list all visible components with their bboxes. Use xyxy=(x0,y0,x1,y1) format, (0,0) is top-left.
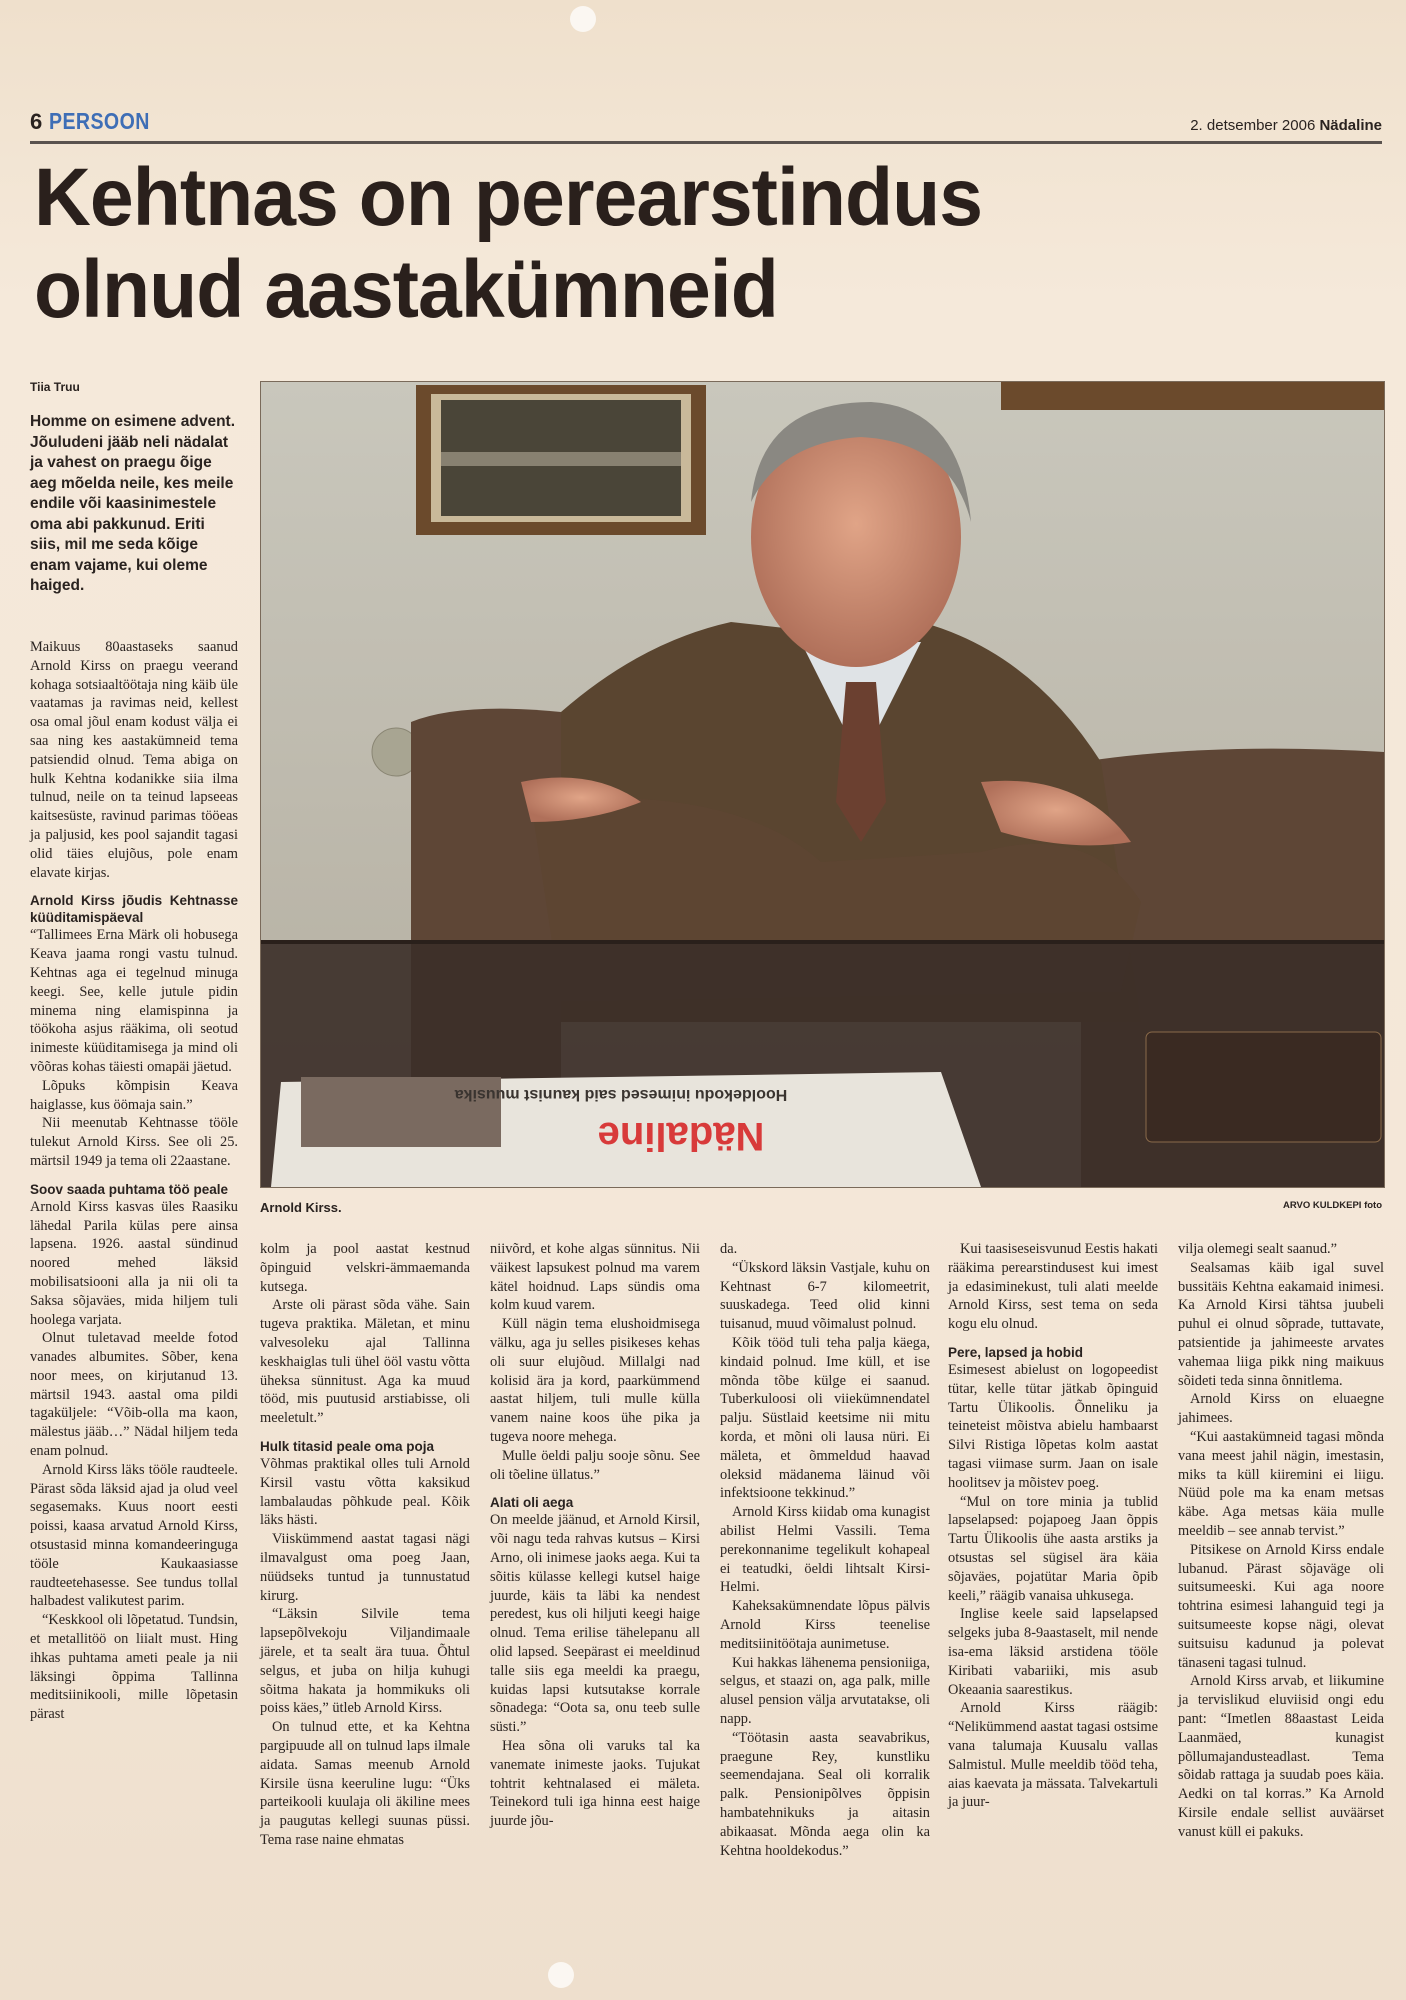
paragraph: Esimesest abielust on logopeedist tütar, kelle tütar jätkab õpinguid Tartu Ülikoolis. Õnneliku ja teineteist mõistva abielu hambaarst Silvi Ristiga lõpetas kolm aastat tagasi viimase surm. Jaan on isale hoolitsev ja mõistev poeg. xyxy=(948,1361,1158,1491)
paragraph: Arnold Kirss läks tööle raudteele. Pärast sõda läksid ajad ja olud veel segasemaks. Kuus noort eesti poissi, kaasa arvatud Arnold Kirss, otsustasid minna komandeeringuga tööle Kaukaasiasse raudteetehasesse. See tundus tollal halbadest valikutest parim. xyxy=(30,1461,238,1610)
paragraph: Kaheksakümnendate lõpus pälvis Arnold Kirss teenelise meditsiinitöötaja aunimetuse. xyxy=(720,1598,930,1652)
paragraph: niivõrd, et kohe algas sünnitus. Nii väikest lapsukest polnud ma varem kätel hoidnud. Laps sündis oma kolm kuud varem. xyxy=(490,1241,700,1314)
paragraph: Arnold Kirss kasvas üles Raasiku lähedal Parila külas pere ainsa lapsena. 1926. aastal sündinud noored mehed läksid mobilisatsiooni alla ja nii oli ta Saksa sõjaväes, mida hiljem tuli hoolega varjata. xyxy=(30,1198,238,1328)
newspaper-masthead: Nädaline xyxy=(597,1114,765,1158)
article-column-5 xyxy=(948,1240,1158,1812)
headline-line-2: olnud aastakümneid xyxy=(34,244,778,335)
article-author: Tiia Truu xyxy=(30,380,80,394)
paragraph: Kui taasiseseisvunud Eestis hakati rääkima perearstindusest kui imest ja edasiminekust, tuli alati meelde Arnold Kirss, sest tema on seda kogu elu olnud. xyxy=(948,1241,1158,1333)
binder-hole-top xyxy=(570,6,596,32)
paragraph: On meelde jäänud, et Arnold Kirsil, või nagu teda rahvas kutsus – Kirsi Arno, oli inimese jaoks aega. Kui ta sõitis külasse kellegi kutsel haige juurde, käis ta läbi ka nendest peredest, kus oli hiljuti keegi haige olnud. Tema erilise tähelepanu all olid lapsed. Seepärast ei meeldinud talle siis ega meeldi ka praegu, kuidas lapsi kutsutakse korrale sõnadega: “Oota sa, onu teeb sulle süsti.” xyxy=(490,1512,700,1736)
publication-name: Nädaline xyxy=(1319,117,1382,134)
page-header-right xyxy=(1190,117,1382,134)
newspaper-on-table xyxy=(271,1072,981,1187)
paragraph: “Läksin Silvile tema lapsepõlvekoju Viljandimaale järele, et ta sealt ära tuua. Õhtul selgus, et juba on hilja kuhugi sõitma hakata ja hommikuks oli poiss käes,” ütleb Arnold Kirss. xyxy=(260,1606,470,1717)
paragraph: Sealsamas käib igal suvel bussitäis Kehtna eakamaid inimesi. Ka Arnold Kirsi tähtsa juubeli puhul ei olnud sõprade, tuttavate, patsientide ja jahimeeste arvates vahemaa liiga pikk ning maikuus sõideti teda sinna õnnitlema. xyxy=(1178,1259,1384,1389)
second-frame xyxy=(1001,382,1384,410)
subheading: Hulk titasid peale oma poja xyxy=(260,1438,435,1454)
paragraph: “Mul on tore minia ja tublid lapselapsed: pojapoeg Jaan õppis Tartu Ülikoolis ühe aasta arstiks ja otsustas sel sügisel ära käia sõjaväes, pojatütar Maria õpib keeli,” räägib vanaisa uhkusega. xyxy=(948,1493,1158,1604)
paragraph: Võhmas praktikal olles tuli Arnold Kirsil vastu võtta kaksikud lambalaudas põhkude peal. Kõik läks hästi. xyxy=(260,1455,470,1529)
header-rule xyxy=(30,141,1382,144)
article-column-3 xyxy=(490,1240,700,1831)
paragraph: Pitsikese on Arnold Kirss endale lubanud. Pärast sõjaväge oli suitsumeeski. Kui aga noore tohtrina esimesi lahanguid tegi ja suitsumeeste kopse nägi, olevat suitsuisu kadunud ja polevat tänaseni tagasi tulnud. xyxy=(1178,1541,1384,1671)
paragraph: Olnut tuletavad meelde fotod vanades albumites. Sõber, kena noor mees, on kirjutanud 13. märtsil 1943. aastal oma pildi tagaküljele: “Võib-olla ma kaon, mälestus jääb…” Nädal hiljem teda enam polnud. xyxy=(30,1330,238,1460)
binder-hole-bottom xyxy=(548,1962,574,1988)
wall-painting xyxy=(416,385,706,535)
subheading: Arnold Kirss jõudis Kehtnasse küüditamispäeval xyxy=(30,893,238,926)
paragraph: Nii meenutab Kehtnasse tööle tulekut Arnold Kirss. See oli 25. märtsil 1949 ja tema oli 22aastane. xyxy=(30,1115,238,1169)
wooden-box xyxy=(1146,1032,1381,1142)
photo-caption: Arnold Kirss. xyxy=(260,1200,342,1215)
paragraph: Arnold Kirss räägib: “Nelikümmend aastat tagasi ostsime vana talumaja Kuusalu vallas Salmistul. Mulle meeldib tööd teha, aias kaevata ja mässata. Talvekartuli ja juur- xyxy=(948,1700,1158,1811)
subheading: Alati oli aega xyxy=(490,1495,574,1511)
portrait-photo xyxy=(261,382,1384,1187)
paragraph: “Keskkool oli lõpetatud. Tundsin, et metallitöö on liialt must. Hing ihkas puhtama ameti peale ja nii läksingi õppima Tallinna meditsiinikooli, mille lõpetasin pärast xyxy=(30,1612,238,1723)
photo-credit: ARVO KULDKEPI foto xyxy=(1282,1200,1382,1211)
issue-date: 2. detsember 2006 xyxy=(1190,117,1316,134)
headline-line-1: Kehtnas on perearstindus xyxy=(34,152,983,243)
paragraph: vilja olemegi sealt saanud.” xyxy=(1178,1241,1338,1257)
paragraph: Kui hakkas lähenema pensioniiga, selgus, et staazi on, aga palk, mille alusel pension välja arvutatakse, oli napp. xyxy=(720,1654,930,1727)
paragraph: Maikuus 80aastaseks saanud Arnold Kirss on praegu veerand kohaga sotsiaaltöötaja ning käib üle vaatamas ja ravimas neid, kellest osa omal jõul enam kodust välja ei saa ning kes aastakümneid tema patsiendid olnud. Tema abiga on hulk Kehtna kodanikke siia ilma tulnud, neile on ta teinud lapseeas kaitsesüste, ravinud parimas tööeas ja paljusid, kes pool sajandit tagasi olid täies elujõus, pole enam elavate kirjas. xyxy=(30,639,238,881)
page-number: 6 xyxy=(30,109,43,134)
paragraph: Mulle öeldi palju sooje sõnu. See oli tõeline üllatus.” xyxy=(490,1447,700,1483)
paragraph: “Töötasin aasta seavabrikus, praegune Rey, kunstliku seemendajana. Seal oli korralik palk. Pensionipõlves õppisin hambatehnikuks ja aitasin abikaasat. Mõnda aega olin ka Kehtna hooldekodus.” xyxy=(720,1729,930,1859)
paragraph: “Ükskord läksin Vastjale, kuhu on Kehtnast 6-7 kilomeetrit, suuskadega. Teed olid kinni tuisanud, muud võimalust polnud. xyxy=(720,1259,930,1333)
paragraph: Kõik tööd tuli teha palja käega, kindaid polnud. Ime küll, et ise mõnda tõbe külge ei saanud. Tuberkuloosi oli viiekümnendatel palju. Süstlaid keetsime nii mitu korda, et mõni oli lausa nüri. Ei mäleta, et õmmeldud haavad oleksid mädanema läinud või infektsioone tekkinud.” xyxy=(720,1334,930,1502)
paragraph: “Tallimees Erna Märk oli hobusega Keava jaama rongi vastu tulnud. Kehtnas aga ei tegelnud minuga keegi. See, kelle jutule pidin minema ning elamispinna ja töökoha asjus rääkima, oli seotud inimeste küüditamisega ja mind oli võõras kohas täiesti omapäi jäetud. xyxy=(30,927,238,1075)
article-photo xyxy=(260,381,1385,1188)
paragraph: On tulnud ette, et ka Kehtna pargipuude all on tulnud laps ilmale aidata. Samas meenub Arnold Kirsile üsna keeruline lugu: “Üks parteikooli kuulaja oli äkiline mees ja paugutas kellegi suunas püssi. Tema rase naine ehmatas xyxy=(260,1719,470,1848)
paragraph: Küll nägin tema elushoidmisega välku, aga ju selles pisikeses kehas oli suur elujõud. Millalgi nad kolisid ära ja kord, paarkümmend aastat hiljem, tuli mulle külla vanem naine koos ühe pika ja tugeva noore mehega. xyxy=(490,1316,700,1445)
article-lead: Homme on esimene advent. Jõuludeni jääb neli nädalat ja vahest on praegu õige aeg mõelda neile, kes meile endile või kaasinimestele oma abi pakkunud. Eriti siis, mil me seda kõige enam vajame, kui oleme haiged. xyxy=(30,413,236,594)
paragraph: “Kui aastakümneid tagasi mõnda vana meest jahil nägin, imestasin, miks ta küll kiiremini ei liigu. Nüüd pole ma ka enam metsas käbe. Aga metsas käia mulle meeldib – see annab tervist.” xyxy=(1178,1428,1384,1539)
article-column-2 xyxy=(260,1240,470,1850)
paragraph: da. xyxy=(720,1241,738,1257)
paragraph: Hea sõna oli varuks tal ka vanemate inimeste jaoks. Tujukat tohtrit kehtnalased ei mäleta. Teinekord tuli iga hinna eest haige juurde jõu- xyxy=(490,1737,700,1830)
paragraph: Lõpuks kõmpisin Keava haiglasse, kus öömaja sain.” xyxy=(30,1077,238,1113)
paragraph: Arnold Kirss kiidab oma kunagist abilist Helmi Vassili. Tema perekonnanime tegelikult kohapeal ei teatudki, öeldi lihtsalt Kirsi-Helmi. xyxy=(720,1504,930,1596)
article-headline xyxy=(34,152,1301,336)
subheading: Soov saada puhtama töö peale xyxy=(30,1181,229,1197)
paragraph: Inglise keele said lapselapsed selgeks juba 8-9aastaselt, mil nende isa-ema läksid arstidena tööle Kiribati vabariiki, mis asub Okeaania saarestikus. xyxy=(948,1606,1158,1698)
paragraph: Arnold Kirss arvab, et liikumine ja tervislikud eluviisid ongi edu pant: “Imetlen 88aastast Leida Laanmäed, kunagist põllumajandusteadlast. Tema sõidab rattaga ja suudab poes käia. Aedki on tal korras.” Ka Arnold Kirsile endale sellist auväärset vanust küll ei pakuks. xyxy=(1178,1673,1384,1840)
section-name: PERSOON xyxy=(49,108,151,134)
article-column-6 xyxy=(1178,1240,1384,1842)
subheading: Pere, lapsed ja hobid xyxy=(948,1344,1084,1360)
paragraph: Viiskümmend aastat tagasi nägi ilmavalgust oma poeg Jaan, nüüdseks tuntud ja tunnustatud kirurg. xyxy=(260,1531,470,1604)
paragraph: Arste oli pärast sõda vähe. Sain tugeva praktika. Mäletan, et minu valvesoleku ajal Tallinna keskhaiglas tuli ühel ööl vastu võtta üheksa sünnitust. Aga ka muud tööd, mis puutusid arstiabisse, oli meeletult.” xyxy=(260,1297,470,1427)
page-header-left xyxy=(30,108,168,135)
paragraph: Arnold Kirss on eluaegne jahimees. xyxy=(1178,1391,1384,1427)
paragraph: kolm ja pool aastat kestnud õpinguid velskri-ämmaemanda kutsega. xyxy=(260,1241,470,1295)
newspaper-headline: Hooldekodu inimesed said kaunist muusika xyxy=(454,1086,788,1103)
article-column-4 xyxy=(720,1240,930,1860)
article-column-1 xyxy=(30,638,238,1724)
